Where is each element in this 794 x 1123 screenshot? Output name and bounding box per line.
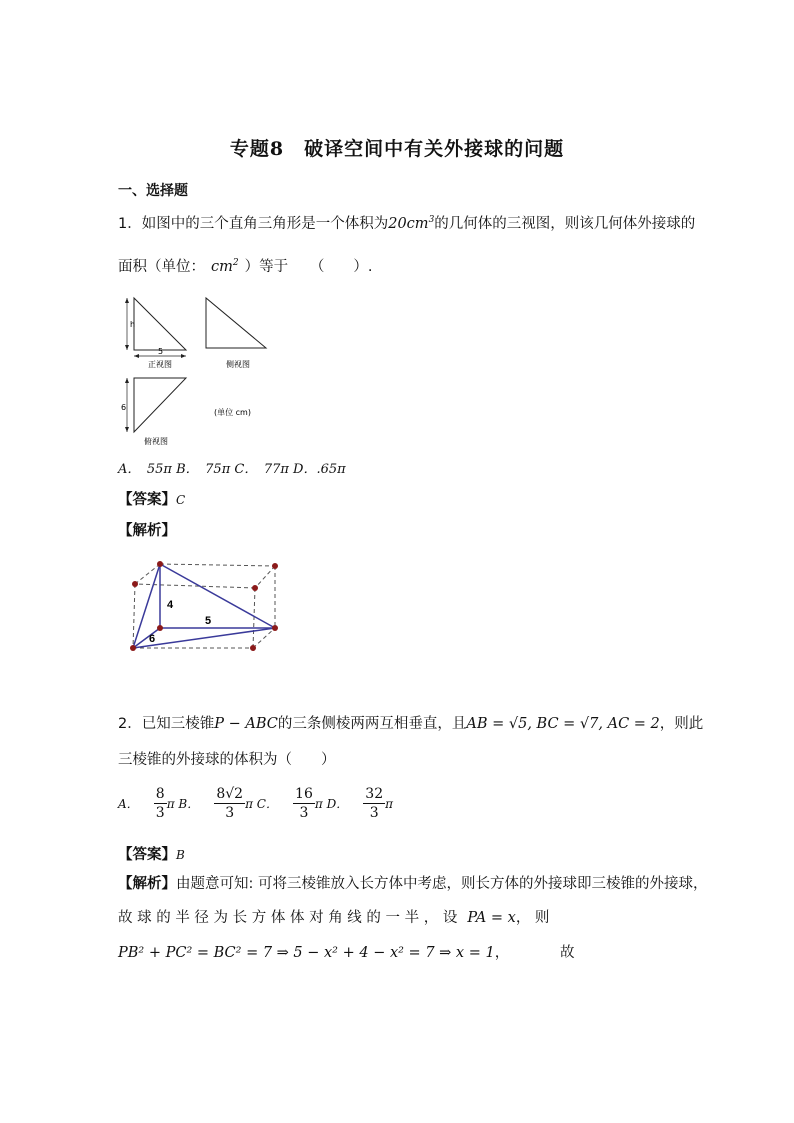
q2-options bbox=[118, 785, 393, 822]
q1-answer bbox=[118, 488, 185, 509]
front-height-label: h bbox=[130, 320, 136, 329]
q2-opt-a-den: 3 bbox=[155, 805, 165, 821]
q2-analysis-line-3 bbox=[118, 941, 509, 962]
q2-opt-c-frac bbox=[293, 785, 315, 822]
q2-line-1 bbox=[118, 712, 703, 733]
q1-options: A． 55π B． 75π C． 77π D．.65π bbox=[118, 462, 346, 477]
q1-line-2 bbox=[118, 255, 372, 276]
top-depth-label: 6 bbox=[121, 403, 127, 412]
front-width-label: 5 bbox=[158, 347, 164, 356]
front-view-caption: 正视图 bbox=[148, 360, 172, 369]
q2-opt-b-frac bbox=[214, 785, 245, 822]
q2-analysis-line-1 bbox=[118, 872, 708, 893]
q2-analysis-line-2 bbox=[118, 906, 549, 927]
q1-unit bbox=[211, 259, 239, 275]
unit-note: (单位 cm) bbox=[214, 408, 251, 417]
q2-answer bbox=[118, 843, 185, 864]
side-view bbox=[206, 298, 266, 348]
q2-answer-value: B bbox=[176, 848, 185, 862]
q1-unit-exp: 2 bbox=[232, 258, 239, 269]
q1-answer-label: 【答案】 bbox=[118, 492, 176, 508]
edge-label-6: 6 bbox=[149, 633, 156, 645]
section-heading: 一、选择题 bbox=[118, 183, 188, 199]
q2-opt-d-den: 3 bbox=[369, 805, 379, 821]
q2-opt-d-frac bbox=[363, 785, 385, 822]
q2-line-2: 三棱锥的外接球的体积为（ ） bbox=[118, 752, 336, 768]
q2-opt-c-label: π C． bbox=[245, 797, 278, 811]
top-view-caption: 俯视图 bbox=[144, 437, 168, 446]
q1-analysis-label: 【解析】 bbox=[118, 523, 176, 539]
q2-text-b: 的三条侧棱两两互相垂直，且 bbox=[277, 716, 467, 732]
page-title: 专题8 破译空间中有关外接球的问题 bbox=[229, 138, 565, 160]
cuboid-figure bbox=[125, 556, 285, 656]
q2-text-c: ，则此 bbox=[659, 716, 704, 732]
q1-line-1 bbox=[118, 212, 695, 233]
edge-label-5: 5 bbox=[205, 615, 212, 627]
q2-opt-d-label: π D． bbox=[314, 797, 349, 811]
q1-text-c: 面积（单位： bbox=[118, 259, 205, 275]
q2-opt-a-label: A． bbox=[118, 797, 139, 811]
q2-opt-d-num: 32 bbox=[365, 786, 384, 802]
q2-answer-label: 【答案】 bbox=[118, 847, 176, 863]
q2-analysis-text-2: 故 球 的 半 径 为 长 方 体 体 对 角 线 的 一 半 ， 设 bbox=[118, 910, 458, 926]
q2-opt-b-num: 8√2 bbox=[216, 786, 244, 802]
q2-opt-c-num: 16 bbox=[295, 786, 313, 802]
q2-analysis-text-1: 由题意可知: 可将三棱锥放入长方体中考虑，则长方体的外接球即三棱锥的外接球， bbox=[176, 876, 708, 892]
q2-opt-a-num: 8 bbox=[155, 786, 165, 802]
q2-expr-cond: AB = √5, BC = √7, AC = 2 bbox=[466, 716, 660, 732]
q2-opt-end: π bbox=[385, 797, 394, 811]
q2-analysis-label: 【解析】 bbox=[118, 876, 176, 892]
q2-analysis-expr-2: PA = x bbox=[467, 910, 516, 926]
q1-text-b: 的几何体的三视图，则该几何体外接球的 bbox=[434, 216, 696, 232]
q2-opt-a-frac bbox=[154, 785, 167, 822]
q2-opt-b-den: 3 bbox=[225, 805, 235, 821]
q1-volume-value: 20cm bbox=[388, 216, 429, 232]
q2-expr-pabc: P − ABC bbox=[214, 716, 278, 732]
q2-analysis-tail: 故 bbox=[560, 945, 575, 961]
q1-volume bbox=[388, 216, 434, 232]
q2-opt-b-label: π B． bbox=[166, 797, 200, 811]
q2-opt-c-den: 3 bbox=[299, 805, 309, 821]
q1-text-d: ）等于 （ ）. bbox=[244, 259, 373, 275]
q2-text-a: 2．已知三棱锥 bbox=[118, 716, 215, 732]
q1-text-a: 1．如图中的三个直角三角形是一个体积为 bbox=[118, 216, 389, 232]
q2-analysis-end-2: ， 则 bbox=[515, 910, 550, 926]
top-view bbox=[125, 378, 186, 432]
three-view-figure bbox=[118, 290, 288, 450]
side-view-caption: 侧视图 bbox=[226, 360, 250, 369]
edge-label-4: 4 bbox=[167, 599, 174, 611]
q2-analysis-expr-3: PB² + PC² = BC² = 7 ⇒ 5 − x² + 4 − x² = 7 ⇒ x = 1 bbox=[118, 945, 495, 961]
q1-answer-value: C bbox=[176, 493, 186, 507]
q1-volume-exp: 3 bbox=[428, 215, 435, 226]
q1-unit-value: cm bbox=[211, 259, 233, 275]
q2-analysis-end-3: ， bbox=[494, 945, 510, 961]
